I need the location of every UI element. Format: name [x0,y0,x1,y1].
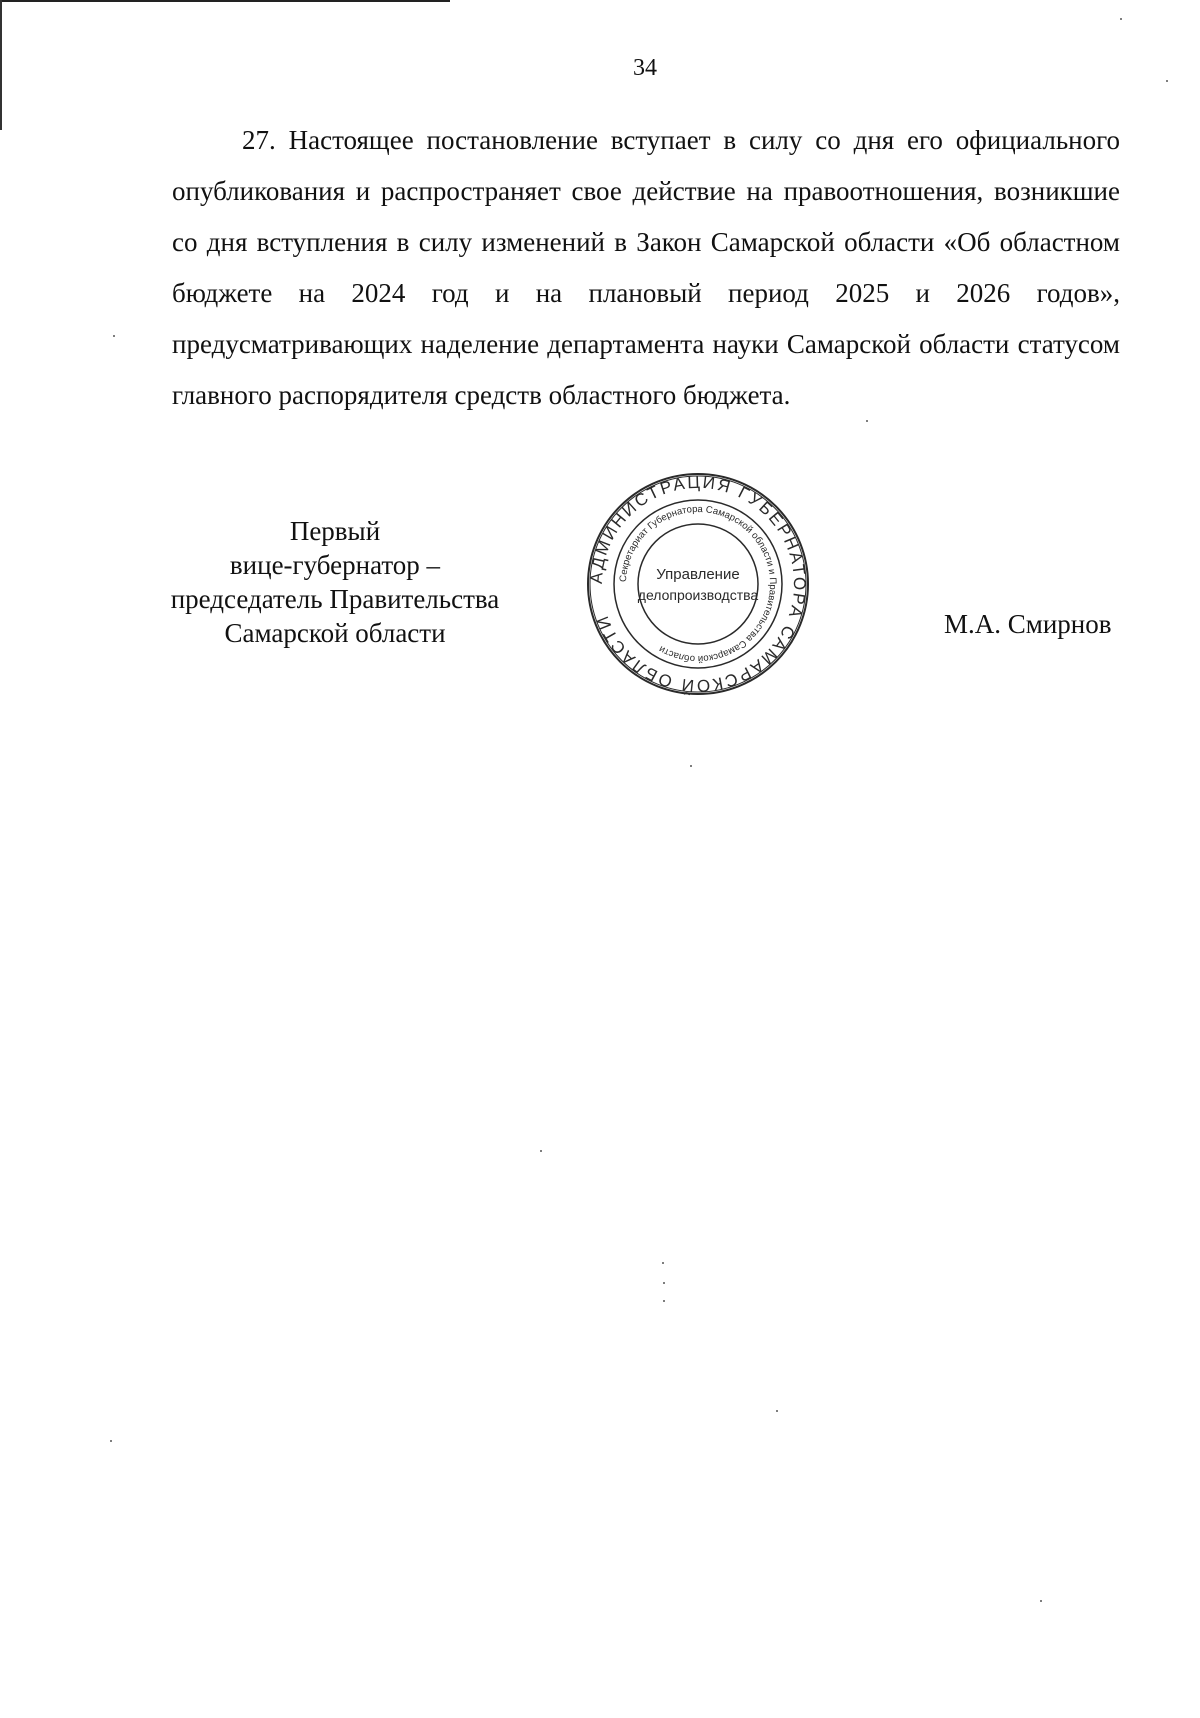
scan-speck [690,765,692,767]
official-seal-stamp [584,470,812,698]
scan-speck [1166,80,1168,82]
scan-speck [663,1300,665,1302]
svg-text:Секретариат Губернатора Самарс [618,504,778,664]
signatory-title-line: вице-губернатор – [229,550,441,580]
scan-speck [113,335,115,337]
seal-inner-text: Секретариат Губернатора Самарской области и Правительства Самарской области [617,503,779,665]
scan-speck [776,1410,778,1412]
scan-speck [662,1262,664,1264]
scan-speck [540,1150,542,1152]
signatory-title [150,514,520,650]
signatory-name: М.А. Смирнов [944,609,1112,639]
scan-speck [1040,1600,1042,1602]
scan-speck [663,1282,665,1284]
seal-outer-text: АДМИНИСТРАЦИЯ ГУБЕРНАТОРА САМАРСКОЙ ОБЛАСТИ [586,472,810,696]
signatory-title-line: Первый [289,516,381,546]
seal-center-line: Управление [656,566,740,583]
scan-top-rule [0,0,450,2]
scan-speck [866,420,868,422]
scan-speck [110,1440,112,1442]
signatory-title-line: председатель Правительства [170,584,500,614]
paragraph-27: 27. Настоящее постановление вступает в силу со дня его официального опубликования и распространяет свое действие на правоотношения, возникшие со дня вступления в силу изменений в Закон Самарской области «Об областном бюджете на 2024 год и на плановый период 2025 и 2026 годов», предусматривающих наделение департамента науки Самарской области статусом главного распорядителя средств областного бюджета. [172,125,1120,410]
signatory-title-line: Самарской области [224,618,446,648]
scan-speck [1120,18,1122,20]
seal-center-line: делопроизводства [637,587,759,603]
page-number: 34 [633,55,657,81]
